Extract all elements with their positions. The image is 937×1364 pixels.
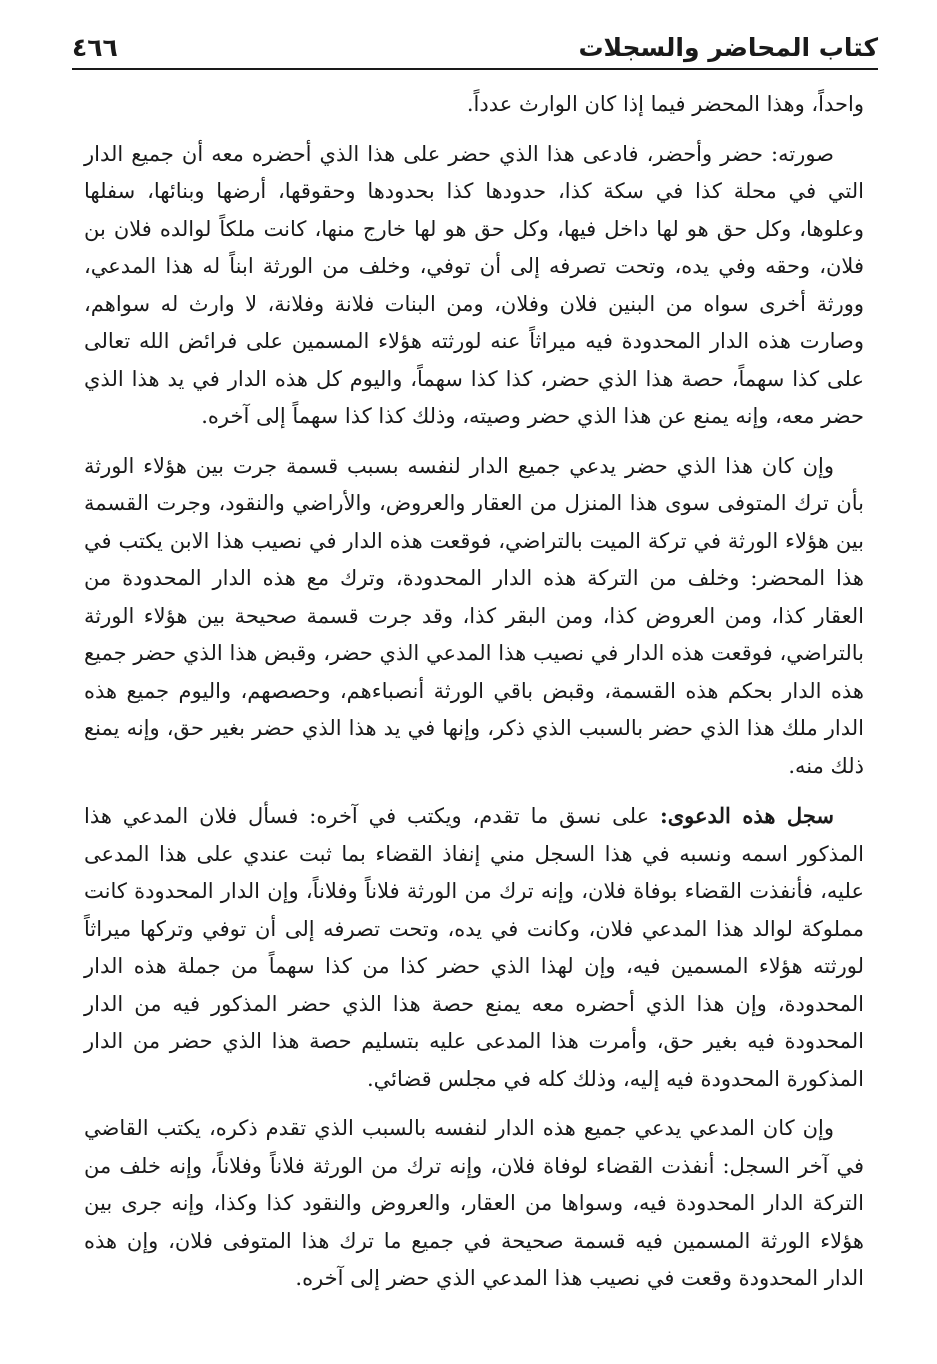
paragraph-division-claim: [84, 448, 864, 786]
paragraph-record-of-claim: [84, 797, 864, 1098]
paragraph-text: وإن كان المدعي يدعي جميع هذه الدار لنفسه بالسبب الذي تقدم ذكره، يكتب القاضي في آخر السجل: أنفذت القضاء لوفاة فلان، وإنه ترك من الورثة فلاناً وفلاناً، وإنه خلف من التركة الدار المحدودة فيه، وسواها من العقار، والعروض والنقود كذا وكذا، وإنه جرى بين هؤلاء الورثة المسمين فيه قسمة صحيحة في جميع ما ترك هذا المتوفى فلان، وإن هذه الدار المحدودة وقعت في نصيب هذا المدعي الذي حضر إلى آخره.: [84, 1116, 864, 1290]
paragraph-full-claim: [84, 1110, 864, 1298]
running-title: كتاب المحاضر والسجلات: [578, 33, 878, 62]
paragraph-text: واحداً، وهذا المحضر فيما إذا كان الوارث عدداً.: [466, 92, 864, 116]
paragraph-lead-heading: سجل هذه الدعوى:: [659, 803, 834, 828]
page-body: [84, 86, 864, 1298]
paragraph-text: صورته: حضر وأحضر، فادعى هذا الذي حضر على هذا الذي أحضره معه أن جميع الدار التي في محلة كذا في سكة كذا، حدودها كذا بحدودها وحقوقها، أرضها وبنائها، سفلها وعلوها، وكل حق هو لها داخل فيها، وكل حق هو لها خارج منها، كانت ملكاً لوالده فلان بن فلان، وحقه وفي يده، وتحت تصرفه إلى أن توفي، وخلف من الورثة ابناً له هذا المدعي، وورثة أخرى سواه من البنين فلان وفلان، ومن البنات فلانة وفلانة، لا وارث له سواهم، وصارت هذه الدار المحدودة فيه ميراثاً عنه لورثته هؤلاء المسمين على فرائض الله تعالى على كذا سهماً، حصة هذا الذي حضر، كذا كذا سهماً، واليوم كل هذه الدار في يد هذا الذي حضر معه، وإنه يمنع عن هذا الذي حضر وصيته، وذلك كذا كذا سهماً إلى آخره.: [84, 141, 864, 428]
paragraph-continuation: [84, 86, 864, 124]
paragraph-form: [84, 136, 864, 436]
paragraph-text: وإن كان هذا الذي حضر يدعي جميع الدار لنفسه بسبب قسمة جرت بين هؤلاء الورثة بأن ترك المتوفى سوى هذا المنزل من العقار والعروض، والأراضي والنقود، وجرت القسمة بين هؤلاء الورثة في تركة الميت بالتراضي، فوقعت هذه الدار في نصيب هذا الابن يكتب في هذا المحضر: وخلف من التركة هذه الدار المحدودة، وترك مع هذه الدار المحدودة من العقار كذا، ومن العروض كذا، ومن البقر كذا، وقد جرت قسمة صحيحة بين هؤلاء الورثة بالتراضي، فوقعت هذه الدار في نصيب هذا المدعي الذي حضر، وقبض هذا الذي حضر جميع هذه الدار بحكم هذه القسمة، وقبض باقي الورثة أنصباءهم، وحصصهم، واليوم جميع هذه الدار ملك هذا الذي حضر بالسبب الذي ذكر، وإنها في يد هذا الذي حضر بغير حق، وإنه يمنع ذلك منه.: [84, 453, 864, 778]
page-header: [72, 18, 878, 68]
paragraph-text: على نسق ما تقدم، ويكتب في آخره: فسأل فلان المدعي هذا المذكور اسمه ونسبه في هذا السجل مني إنفاذ القضاء بما ثبت عندي على هذا المدعى عليه، فأنفذت القضاء بوفاة فلان، وإنه ترك من الورثة فلاناً وفلاناً، وإن الدار المحدودة كانت مملوكة لوالد هذا المدعي فلان، وكانت في يده، وتحت تصرفه إلى أن توفي وتركها ميراثاً لورثته هؤلاء المسمين فيه، وإن لهذا الذي حضر كذا من كذا سهماً من جملة هذه الدار المحدودة، وإن هذا الذي أحضره معه يمنع حصة هذا الذي حضر المذكور فيه من الدار المحدودة فيه بغير حق، وأمرت هذا المدعى عليه بتسليم حصة هذا الذي حضر من الدار المذكورة المحدودة فيه إليه، وذلك كله في مجلس قضائي.: [84, 804, 864, 1091]
header-rule: [72, 68, 878, 70]
page-number: ٤٦٦: [72, 33, 118, 62]
